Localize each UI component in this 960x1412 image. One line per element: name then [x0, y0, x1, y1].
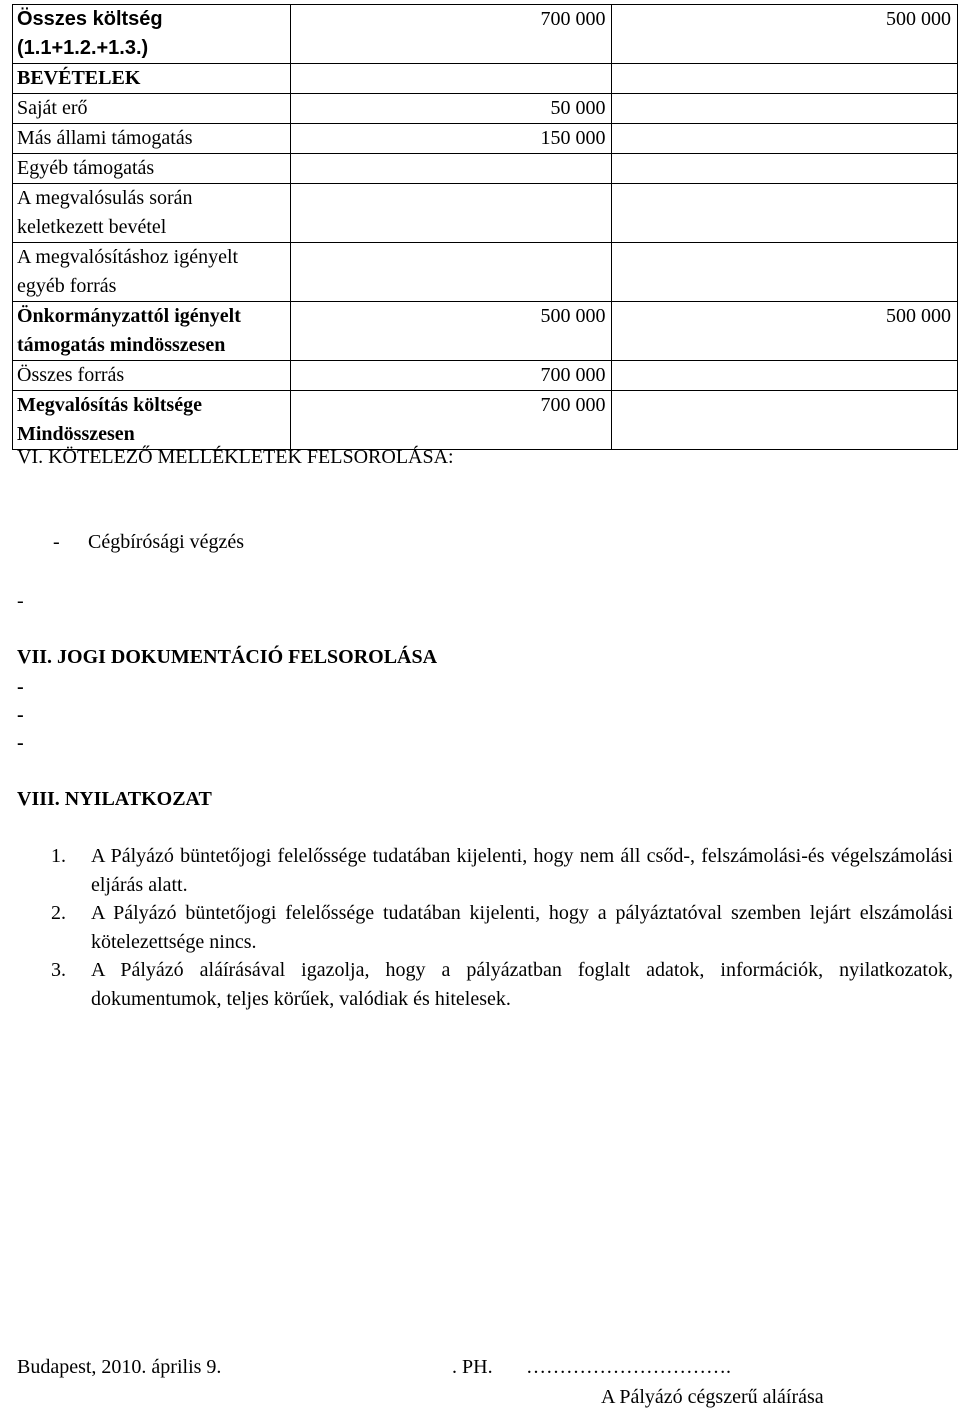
statement-number: 3. — [51, 959, 66, 981]
table-row — [13, 94, 958, 124]
signature-label: A Pályázó cégszerű aláírása — [601, 1386, 824, 1408]
table-row — [13, 124, 958, 154]
row-label: Önkormányzattól igényelt támogatás mindösszesen — [13, 302, 291, 361]
statement-text: A Pályázó aláírásával igazolja, hogy a pályázatban foglalt adatok, információk, nyilatkozatok, dokumentumok, teljes körűek, valódiak és hitelesek. — [91, 959, 953, 1010]
row-value-2 — [612, 64, 958, 94]
table-row — [13, 64, 958, 94]
table-row — [13, 5, 958, 64]
row-label: Saját erő — [13, 94, 291, 124]
row-label: Összes költség (1.1+1.2.+1.3.) — [13, 5, 291, 64]
statement-text: A Pályázó büntetőjogi felelőssége tudatában kijelenti, hogy a pályáztatóval szemben lejárt elszámolási kötelezettsége nincs. — [91, 902, 953, 953]
row-value-1: 500 000 — [290, 302, 612, 361]
row-value-1: 150 000 — [290, 124, 612, 154]
row-label: Egyéb támogatás — [13, 154, 291, 184]
list-dash: - — [17, 732, 24, 754]
row-value-1 — [290, 64, 612, 94]
row-value-1 — [290, 243, 612, 302]
row-value-1 — [290, 154, 612, 184]
row-label: BEVÉTELEK — [13, 64, 291, 94]
row-value-2 — [612, 361, 958, 391]
signature-line: …………………………. — [526, 1356, 731, 1378]
list-dash: - — [17, 590, 24, 612]
place-date: Budapest, 2010. április 9. — [17, 1356, 222, 1378]
table-row — [13, 391, 958, 450]
list-dash: - — [53, 531, 60, 553]
row-value-2 — [612, 94, 958, 124]
row-label: A megvalósulás során keletkezett bevétel — [13, 184, 291, 243]
row-value-2 — [612, 124, 958, 154]
table-row — [13, 184, 958, 243]
row-label: Más állami támogatás — [13, 124, 291, 154]
statement-number: 1. — [51, 845, 66, 867]
ph-mark: . PH. — [452, 1356, 493, 1378]
list-dash: - — [17, 704, 24, 726]
row-value-1: 50 000 — [290, 94, 612, 124]
statement-number: 2. — [51, 902, 66, 924]
section-8-heading: VIII. NYILATKOZAT — [17, 788, 212, 810]
row-value-2 — [612, 154, 958, 184]
table-row — [13, 154, 958, 184]
row-value-2 — [612, 184, 958, 243]
row-value-1 — [290, 184, 612, 243]
section-6-heading: VI. KÖTELEZŐ MELLÉKLETEK FELSOROLÁSA: — [17, 446, 454, 468]
budget-table — [12, 4, 958, 450]
row-label: Megvalósítás költsége Mindösszesen — [13, 391, 291, 450]
row-value-2 — [612, 243, 958, 302]
list-dash: - — [17, 676, 24, 698]
row-label: A megvalósításhoz igényelt egyéb forrás — [13, 243, 291, 302]
table-row — [13, 361, 958, 391]
table-row — [13, 302, 958, 361]
row-value-1: 700 000 — [290, 361, 612, 391]
table-row — [13, 243, 958, 302]
statement-text: A Pályázó büntetőjogi felelőssége tudatában kijelenti, hogy nem áll csőd-, felszámolási-és végelszámolási eljárás alatt. — [91, 845, 953, 896]
row-value-2: 500 000 — [612, 302, 958, 361]
row-label: Összes forrás — [13, 361, 291, 391]
row-value-1: 700 000 — [290, 391, 612, 450]
row-value-1: 700 000 — [290, 5, 612, 64]
section-7-heading: VII. JOGI DOKUMENTÁCIÓ FELSOROLÁSA — [17, 646, 438, 668]
attachment-item: Cégbírósági végzés — [88, 531, 245, 553]
row-value-2 — [612, 391, 958, 450]
row-value-2: 500 000 — [612, 5, 958, 64]
